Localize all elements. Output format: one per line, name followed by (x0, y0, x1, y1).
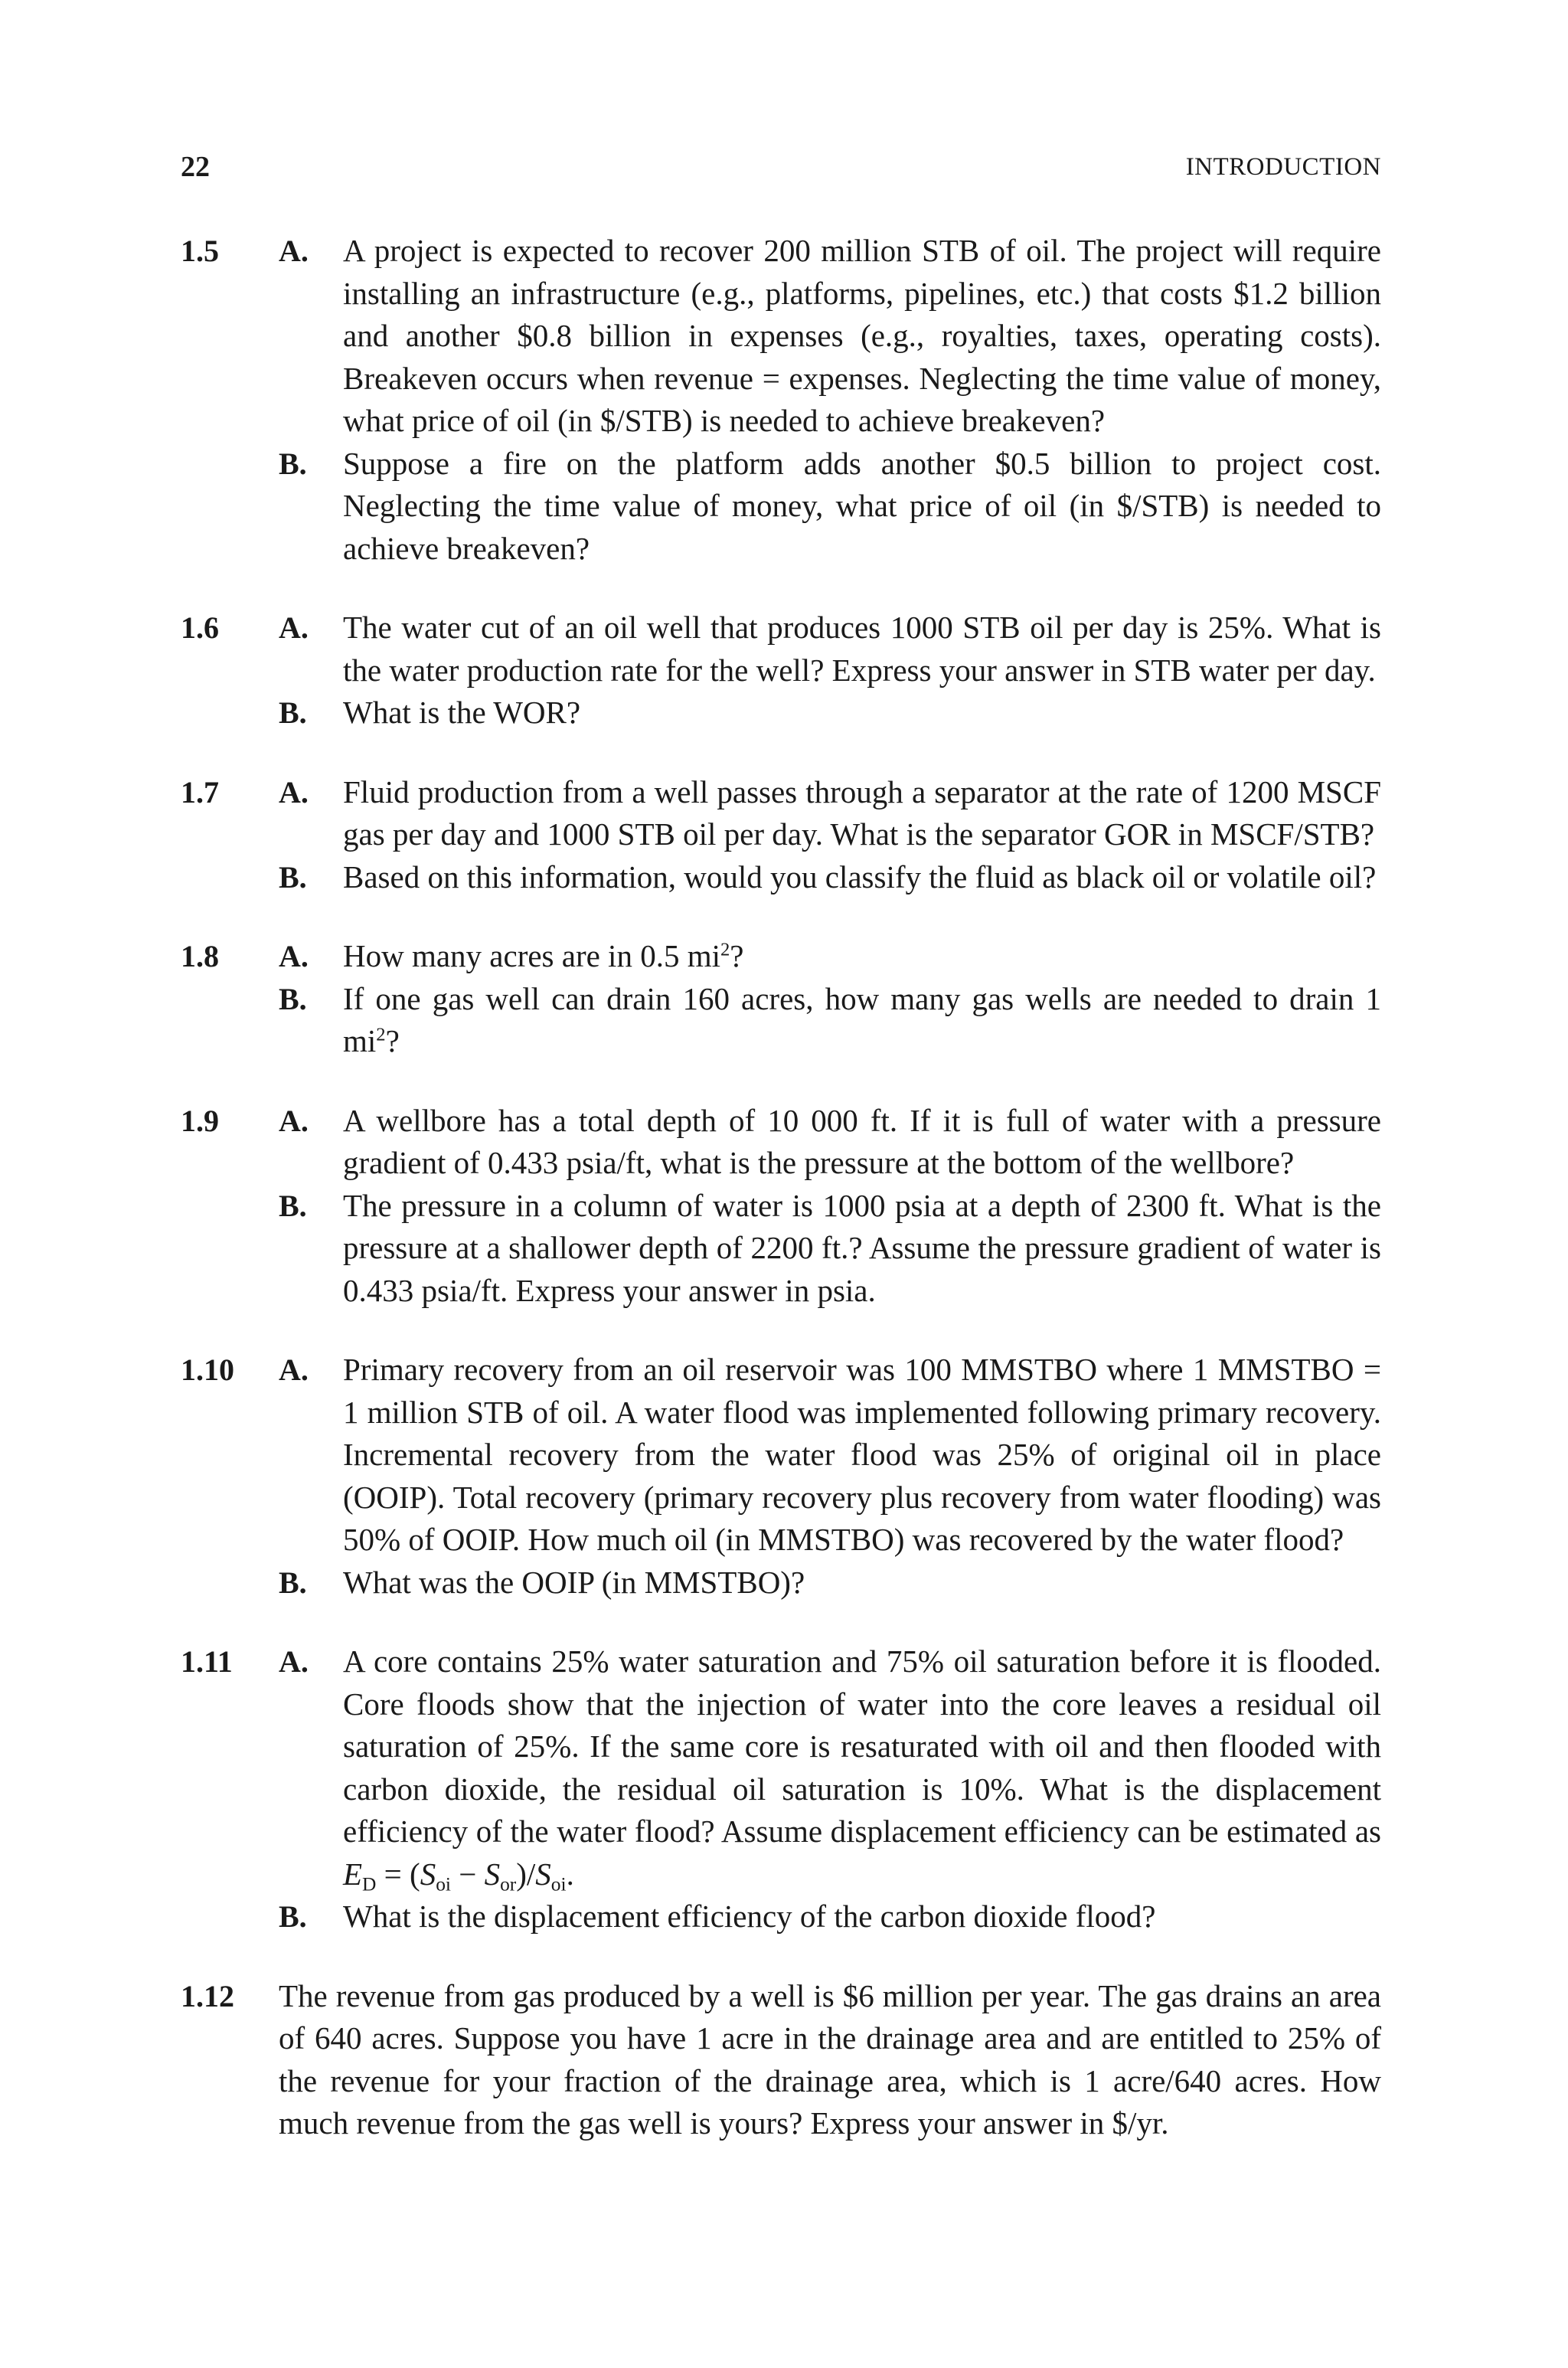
problem-1-6 (181, 607, 1381, 734)
exercise-list (181, 230, 1381, 2182)
problem-part-b (181, 1185, 1381, 1313)
part-label: B. (279, 1565, 307, 1600)
problem-part-a (181, 771, 1381, 856)
problem-1-10 (181, 1349, 1381, 1604)
part-text: Primary recovery from an oil reservoir was 100 MMSTBO where 1 MMSTBO = 1 million STB of oil. A water flood was implemented following primary recovery. Incremental recovery from the water flood was 25% of original oil in place (OOIP). Total recovery (primary recovery plus recovery from water flooding) was 50% of OOIP. How much oil (in MMSTBO) was recovered by the water flood? (343, 1352, 1381, 1557)
problem-part-a (181, 607, 1381, 692)
text-segment: How many acres are in 0.5 mi (343, 938, 720, 973)
part-label: B. (279, 1899, 307, 1934)
page-number: 22 (181, 151, 210, 183)
problem-number: 1.10 (181, 1352, 234, 1387)
part-label: A. (279, 234, 309, 268)
text-segment: ? (385, 1023, 400, 1058)
part-label: B. (279, 1188, 307, 1223)
problem-number: 1.7 (181, 774, 219, 810)
part-label: A. (279, 610, 309, 645)
part-label: B. (279, 981, 307, 1016)
problem-1-5 (181, 230, 1381, 570)
part-text: What was the OOIP (in MMSTBO)? (343, 1564, 805, 1600)
problem-number: 1.8 (181, 939, 219, 973)
displacement-efficiency-formula: $E_D = (S_{oi} - S_{or})/S_{oi}$. (343, 1856, 574, 1895)
problem-text: The revenue from gas produced by a well is $6 million per year. The gas drains an area of 640 acres. Suppose you have 1 acre in the drainage area and are entitled to 25% of the revenue for your fraction of the drainage area, which is 1 acre/640 acres. How much revenue from the gas well is yours? Express your answer in $/yr. (279, 1977, 1381, 2141)
problem-part-b (181, 443, 1381, 571)
problem-number: 1.12 (181, 1978, 234, 2013)
problem-1-9 (181, 1100, 1381, 1313)
part-label: B. (279, 859, 307, 895)
problem-number: 1.9 (181, 1103, 219, 1138)
problem-part-b (181, 1895, 1381, 1938)
problem-part-a (181, 1640, 1381, 1895)
part-label: A. (279, 939, 309, 973)
part-text: A project is expected to recover 200 million STB of oil. The project will require installing an infrastructure (e.g., platforms, pipelines, etc.) that costs $1.2 billion and another $0.8 billion in expenses (e.g., royalties, taxes, operating costs). Breakeven occurs when revenue = expenses. Neglecting the time value of money, what price of oil (in $/STB) is needed to achieve breakeven? (343, 233, 1381, 438)
part-text (343, 1640, 1381, 1895)
superscript: 2 (376, 1024, 386, 1045)
part-text: A wellbore has a total depth of 10 000 ft. If it is full of water with a pressure gradient of 0.433 psia/ft, what is the pressure at the bottom of the wellbore? (343, 1102, 1381, 1180)
problem-1-12 (181, 1975, 1381, 2145)
text-segment: If one gas well can drain 160 acres, how many gas wells are needed to drain 1 mi (343, 980, 1381, 1058)
part-text: Based on this information, would you classify the fluid as black oil or volatile oil? (343, 859, 1377, 895)
part-label: B. (279, 446, 307, 481)
part-text: What is the WOR? (343, 695, 581, 730)
part-label: A. (279, 1644, 309, 1679)
chapter-title: INTRODUCTION (1185, 153, 1381, 181)
part-label: A. (279, 1103, 309, 1138)
part-text: The pressure in a column of water is 1000 psia at a depth of 2300 ft. What is the pressure at a shallower depth of 2200 ft.? Assume the pressure gradient of water is 0.433 psia/ft. Express your answer in psia. (343, 1187, 1381, 1308)
text-segment: A core contains 25% water saturation and 75% oil saturation before it is flooded. Core floods show that the injection of water into the core leaves a residual oil saturation of 25%. If the same core is resaturated with oil and then flooded with carbon dioxide, the residual oil saturation is 10%. What is the displacement efficiency of the water flood? Assume displacement efficiency can be estimated as (343, 1644, 1381, 1849)
text-segment: ? (730, 938, 744, 973)
problem-part-b (181, 856, 1381, 899)
part-text (343, 978, 1381, 1063)
part-label: A. (279, 774, 309, 810)
part-text: The water cut of an oil well that produces 1000 STB oil per day is 25%. What is the water production rate for the well? Express your answer in STB water per day. (343, 610, 1381, 688)
problem-part-b (181, 1562, 1381, 1604)
part-label: B. (279, 695, 307, 730)
problem-1-11 (181, 1640, 1381, 1938)
part-text (343, 935, 1381, 978)
problem-part-a (181, 230, 1381, 443)
problem-number: 1.11 (181, 1644, 233, 1679)
problem-part-a (181, 1100, 1381, 1185)
part-text: What is the displacement efficiency of the carbon dioxide flood? (343, 1899, 1156, 1934)
part-text: Suppose a fire on the platform adds another $0.5 billion to project cost. Neglecting the time value of money, what price of oil (in $/STB) is needed to achieve breakeven? (343, 445, 1381, 566)
problem-part-b (181, 692, 1381, 734)
running-head (181, 150, 1381, 196)
problem-part-a (181, 1349, 1381, 1562)
problem-number: 1.6 (181, 610, 219, 645)
problem-number: 1.5 (181, 234, 219, 268)
part-label: A. (279, 1352, 309, 1387)
problem-part-a (181, 935, 1381, 978)
superscript: 2 (720, 939, 730, 960)
part-text: Fluid production from a well passes through a separator at the rate of 1200 MSCF gas per day and 1000 STB oil per day. What is the separator GOR in MSCF/STB? (343, 774, 1381, 852)
problem-1-7 (181, 771, 1381, 899)
problem-1-8 (181, 935, 1381, 1063)
problem-part-b (181, 978, 1381, 1063)
